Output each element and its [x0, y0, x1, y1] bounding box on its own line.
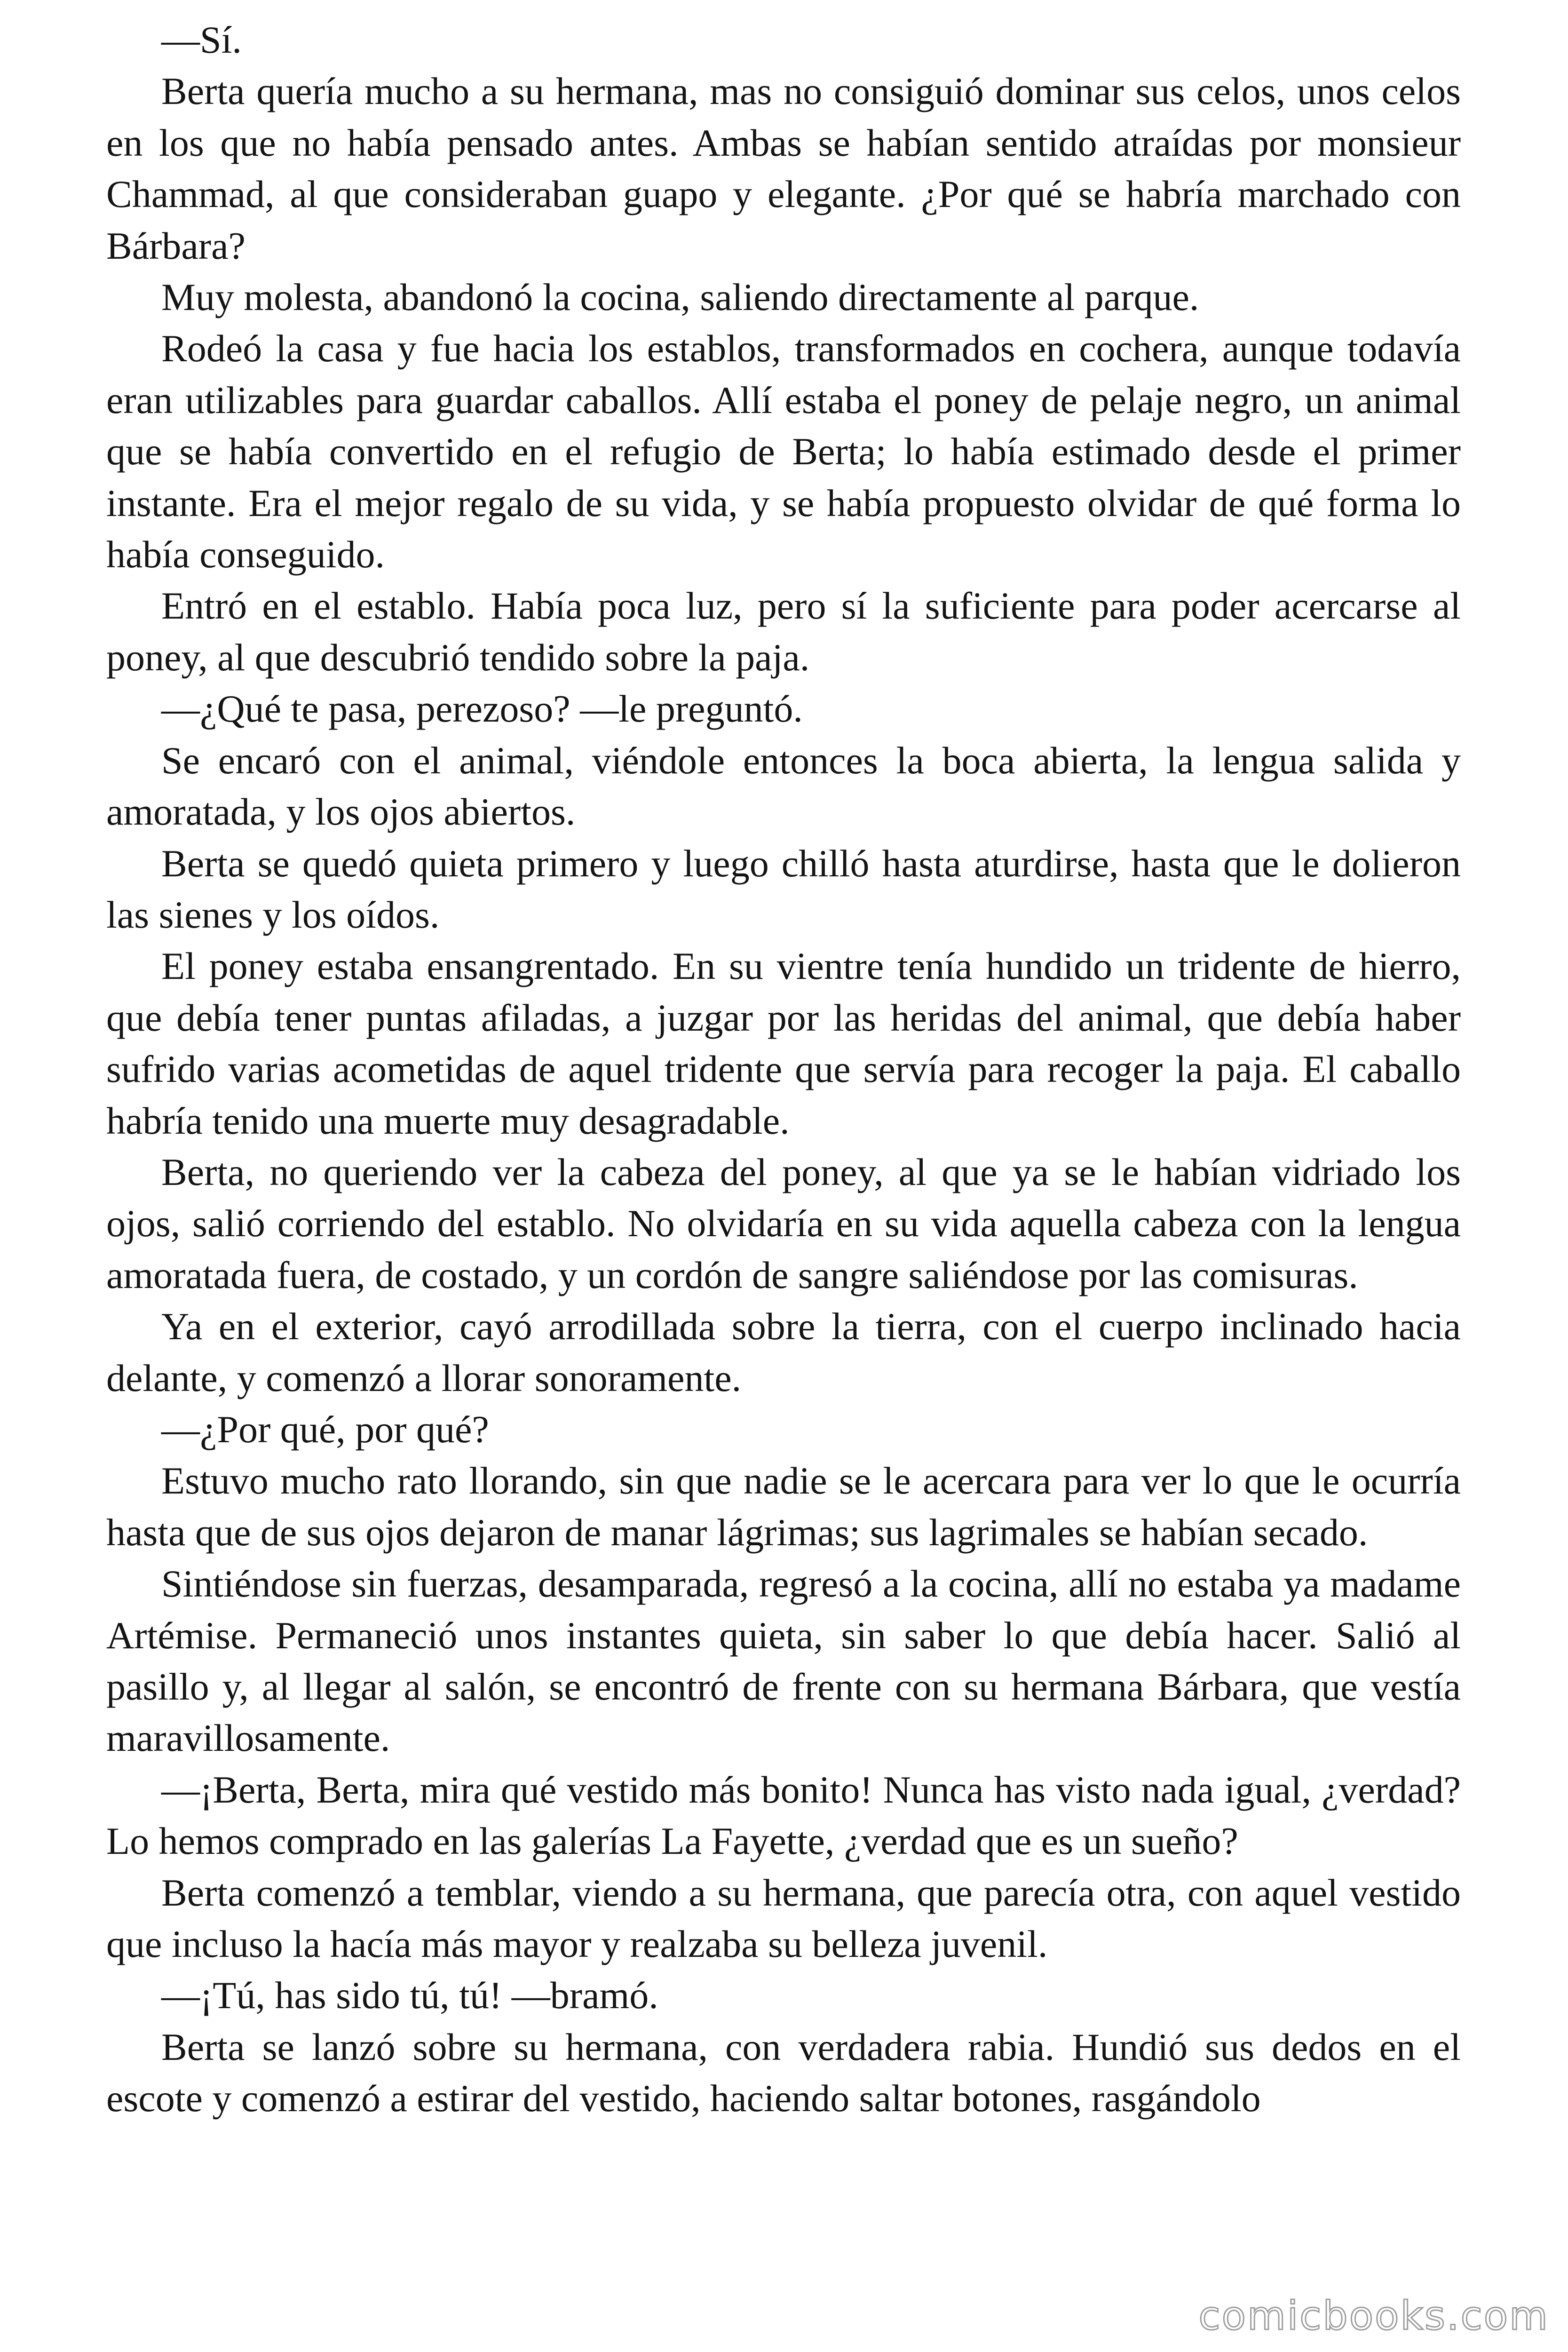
paragraph: —¿Por qué, por qué? [161, 1407, 489, 1451]
paragraph: —¿Qué te pasa, perezoso? —le preguntó. [161, 687, 803, 731]
paragraph: Berta se quedó quieta primero y luego chilló hasta aturdirse, hasta que le dolieron las sienes y los oídos. [106, 842, 1461, 936]
paragraph: Ya en el exterior, cayó arrodillada sobre la tierra, con el cuerpo inclinado hacia delante, y comenzó a llorar sonoramente. [106, 1305, 1461, 1399]
paragraph: —¡Tú, has sido tú, tú! —bramó. [161, 1974, 658, 2017]
paragraph: Sintiéndose sin fuerzas, desamparada, regresó a la cocina, allí no estaba ya madame Artémise. Permaneció unos instantes quieta, sin saber lo que debía hacer. Salió al pasillo y, al llegar al salón, se encontró de frente con su hermana Bárbara, que vestía maravillosamente. [106, 1562, 1461, 1760]
paragraph: —Sí. [161, 18, 242, 61]
paragraph: Rodeó la casa y fue hacia los establos, transformados en cochera, aunque todavía eran utilizables para guardar caballos. Allí estaba el poney de pelaje negro, un animal que se había convertido en el refugio de Berta; lo había estimado desde el primer instante. Era el mejor regalo de su vida, y se había propuesto olvidar de qué forma lo había conseguido. [106, 327, 1461, 576]
paragraph: Se encaró con el animal, viéndole entonces la boca abierta, la lengua salida y amoratada, y los ojos abiertos. [106, 739, 1461, 834]
paragraph: Muy molesta, abandonó la cocina, saliendo directamente al parque. [161, 276, 1199, 319]
paragraph: Berta quería mucho a su hermana, mas no consiguió dominar sus celos, unos celos en los que no había pensado antes. Ambas se habían sentido atraídas por monsieur Chammad, al que consideraban guapo y elegante. ¿Por qué se habría marchado con Bárbara? [106, 70, 1461, 267]
paragraph: Berta, no queriendo ver la cabeza del poney, al que ya se le habían vidriado los ojos, salió corriendo del establo. No olvidaría en su vida aquella cabeza con la lengua amoratada fuera, de costado, y un cordón de sangre saliéndose por las comisuras. [106, 1150, 1461, 1296]
paragraph: Entró en el establo. Había poca luz, pero sí la suficiente para poder acercarse al poney, al que descubrió tendido sobre la paja. [106, 584, 1461, 679]
paragraph-last: Berta se lanzó sobre su hermana, con verdadera rabia. Hundió sus dedos en el escote y comenzó a estirar del vestido, haciendo saltar botones, rasgándolo [106, 2025, 1461, 2120]
paragraph: El poney estaba ensangrentado. En su vientre tenía hundido un tridente de hierro, que debía tener puntas afiladas, a juzgar por las heridas del animal, que debía haber sufrido varias acometidas de aquel tridente que servía para recoger la paja. El caballo habría tenido una muerte muy desagradable. [106, 945, 1461, 1142]
watermark: comicbooks.com [1198, 2293, 1549, 2339]
paragraph: Estuvo mucho rato llorando, sin que nadie se le acercara para ver lo que le ocurría hasta que de sus ojos dejaron de manar lágrimas; sus lagrimales se habían secado. [106, 1459, 1461, 1554]
book-page-text [106, 14, 1461, 2124]
paragraph: Berta comenzó a temblar, viendo a su hermana, que parecía otra, con aquel vestido que incluso la hacía más mayor y realzaba su belleza juvenil. [106, 1871, 1461, 1966]
paragraph: —¡Berta, Berta, mira qué vestido más bonito! Nunca has visto nada igual, ¿verdad? Lo hemos comprado en las galerías La Fayette, ¿verdad que es un sueño? [106, 1768, 1461, 1863]
